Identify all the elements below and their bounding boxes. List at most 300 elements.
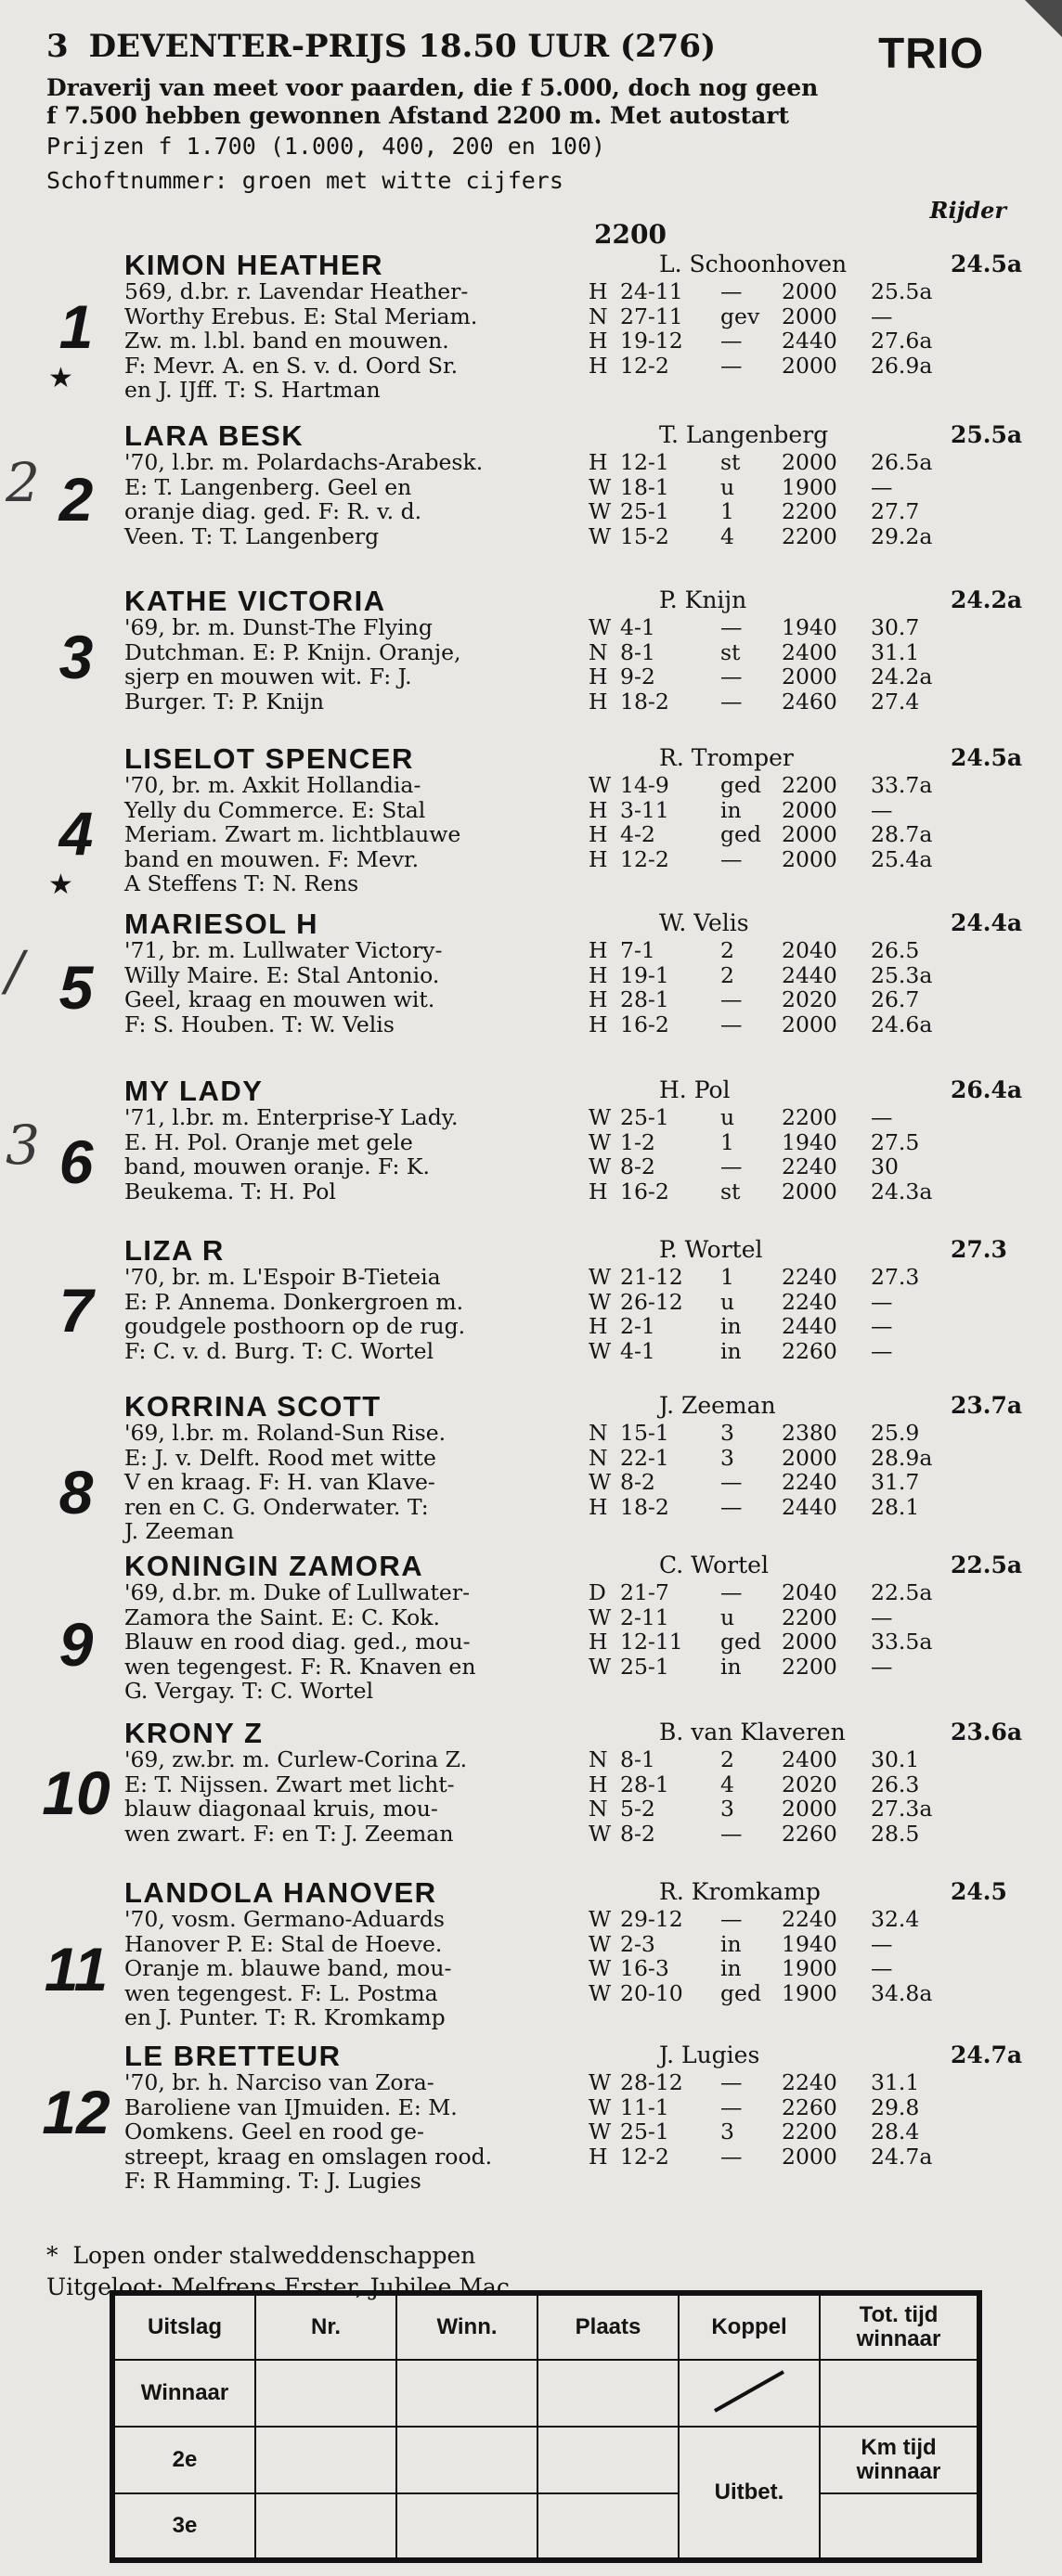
result-cell: W: [589, 1604, 612, 1630]
result-cell: —: [720, 663, 743, 689]
result-cell: 33.7a: [871, 772, 933, 798]
horse-detail-line: '69, l.br. m. Roland-Sun Rise.: [124, 1420, 447, 1446]
horse-rating: 24.4a: [951, 909, 1023, 936]
result-cell: 30: [871, 1153, 899, 1179]
result-cell: 2040: [782, 1579, 837, 1605]
result-cell: 15-2: [620, 522, 669, 549]
horse-detail-line: Beukema. T: H. Pol: [124, 1178, 336, 1204]
table-header: Koppel: [679, 2293, 820, 2360]
horse-entry: [28, 1717, 1023, 1874]
result-cell: 21-7: [620, 1579, 669, 1605]
horse-detail-line: Worthy Erebus. E: Stal Meriam.: [124, 303, 478, 329]
result-cell: W: [589, 1264, 612, 1290]
result-cell: 21-12: [620, 1264, 683, 1290]
result-cell: —: [720, 614, 743, 640]
result-cell: in: [720, 1930, 742, 1957]
result-cell: 26.7: [871, 986, 920, 1012]
result-cell: st: [720, 638, 741, 665]
table-header: Plaats: [537, 2293, 679, 2360]
result-row: [589, 821, 954, 847]
result-cell: 2020: [782, 1771, 837, 1797]
result-row: [589, 1980, 954, 2006]
result-cell: N: [589, 638, 608, 665]
result-row: [589, 2119, 954, 2145]
result-cell: 8-1: [620, 1746, 655, 1772]
result-cell: st: [720, 1178, 741, 1204]
result-cell: 2000: [782, 303, 837, 329]
horse-detail-line: band en mouwen. F: Mevr.: [124, 845, 420, 872]
result-cell: —: [720, 1906, 743, 1932]
horse-detail-line: Veen. T: T. Langenberg: [124, 522, 380, 549]
result-cell: 2240: [782, 1906, 837, 1932]
horse-number: 3: [58, 623, 94, 691]
horse-rating: 24.2a: [951, 586, 1023, 613]
result-row: [589, 663, 954, 689]
horse-entry: [28, 1390, 1023, 1548]
result-cell: 27-11: [620, 303, 683, 329]
result-row: [589, 303, 954, 329]
result-cell: W: [589, 1337, 612, 1364]
uitgeloot: Uitgeloot: Melfrens Erster, Jubilee Mac: [46, 2273, 510, 2300]
horse-entry: [28, 1234, 1012, 1392]
horse-detail-line: '69, br. m. Dunst-The Flying: [124, 614, 433, 640]
horse-rating: 23.6a: [951, 1719, 1023, 1745]
result-cell: —: [720, 845, 743, 872]
horse-detail-line: A Steffens T: N. Rens: [124, 870, 359, 896]
table-cell: [679, 2360, 820, 2427]
result-cell: u: [720, 1104, 735, 1130]
result-cell: 2400: [782, 638, 837, 665]
horse-detail-line: F: Mevr. A. en S. v. d. Oord Sr.: [124, 352, 459, 379]
result-row: [589, 328, 954, 354]
result-cell: H: [589, 688, 608, 715]
result-row: [589, 1011, 954, 1037]
result-cell: 28.7a: [871, 821, 933, 847]
result-cell: 25-1: [620, 498, 669, 524]
horse-detail-line: F: S. Houben. T: W. Velis: [124, 1011, 395, 1037]
result-cell: 25.4a: [871, 845, 933, 872]
result-cell: —: [871, 303, 893, 329]
result-cell: —: [720, 688, 743, 715]
horse-number: 6: [58, 1127, 94, 1196]
result-cell: N: [589, 1420, 608, 1446]
horse-detail-line: V en kraag. F: H. van Klave-: [124, 1469, 435, 1495]
result-cell: 27.6a: [871, 328, 933, 354]
result-cell: u: [720, 1604, 735, 1630]
result-cell: 12-2: [620, 2143, 669, 2170]
result-cell: —: [871, 1104, 893, 1130]
distance-label: 2200: [594, 219, 667, 250]
result-cell: W: [589, 2093, 612, 2120]
result-cell: 12-2: [620, 845, 669, 872]
horse-detail-line: goudgele posthoorn op de rug.: [124, 1313, 466, 1339]
result-cell: 2440: [782, 1313, 837, 1339]
horse-detail-line: '70, br. m. L'Espoir B-Tieteia: [124, 1264, 441, 1290]
horse-name: MY LADY: [124, 1075, 264, 1107]
result-cell: 28.4: [871, 2119, 920, 2145]
result-cell: 3: [720, 2119, 734, 2145]
result-cell: —: [720, 1579, 743, 1605]
result-cell: st: [720, 449, 741, 475]
horse-detail-line: 569, d.br. r. Lavendar Heather-: [124, 278, 469, 304]
result-cell: 2200: [782, 522, 837, 549]
result-row: [589, 498, 954, 524]
result-cell: 1: [720, 498, 734, 524]
result-cell: ged: [720, 821, 761, 847]
driver-name: C. Wortel: [659, 1552, 769, 1578]
result-cell: 4-1: [620, 1337, 655, 1364]
uitbet-label: Uitbet.: [679, 2427, 820, 2560]
result-cell: H: [589, 961, 608, 988]
horse-detail-line: E: T. Langenberg. Geel en: [124, 473, 412, 500]
result-cell: 25.3a: [871, 961, 933, 988]
result-cell: 4-1: [620, 614, 655, 640]
result-cell: 26.5a: [871, 449, 933, 475]
result-cell: 7-1: [620, 937, 655, 963]
horse-detail-line: '70, l.br. m. Polardachs-Arabesk.: [124, 449, 484, 475]
horse-entry: [6, 908, 1023, 1065]
table-cell: [255, 2360, 396, 2427]
driver-name: P. Wortel: [659, 1236, 763, 1263]
horse-name: LIZA R: [124, 1234, 225, 1267]
result-cell: 14-9: [620, 772, 669, 798]
result-cell: 16-2: [620, 1178, 669, 1204]
diagonal-slash-icon: [698, 2363, 800, 2418]
result-row: [589, 1654, 954, 1680]
result-cell: 8-2: [620, 1469, 655, 1495]
horse-name: KATHE VICTORIA: [124, 585, 386, 617]
horse-entry: [28, 1550, 1023, 1707]
table-header: Tot. tijd winnaar: [820, 2293, 979, 2360]
result-cell: in: [720, 1955, 742, 1981]
result-cell: H: [589, 1011, 608, 1037]
horse-detail-line: Hanover P. E: Stal de Hoeve.: [124, 1930, 443, 1957]
horse-detail-line: F: C. v. d. Burg. T: C. Wortel: [124, 1337, 434, 1364]
result-cell: 27.7: [871, 498, 920, 524]
result-cell: 19-1: [620, 961, 669, 988]
pencil-mark: /: [6, 939, 24, 1002]
result-cell: 4: [720, 522, 734, 549]
result-cell: in: [720, 1313, 742, 1339]
result-cell: 2: [720, 1746, 734, 1772]
table-cell: [820, 2360, 979, 2427]
star-icon: *: [46, 2242, 58, 2269]
result-cell: 25-1: [620, 1653, 669, 1680]
horse-rating: 22.5a: [951, 1552, 1023, 1578]
result-row: [589, 1179, 954, 1204]
result-row: [589, 474, 954, 500]
rijder-label: Rijder: [929, 197, 1006, 224]
result-cell: 11-1: [620, 2093, 669, 2120]
result-row: [589, 1338, 954, 1364]
table-cell: [537, 2360, 679, 2427]
result-cell: in: [720, 1337, 742, 1364]
horse-detail-line: sjerp en mouwen wit. F: J.: [124, 663, 412, 689]
result-cell: 3: [720, 1420, 734, 1446]
result-cell: —: [871, 1288, 893, 1315]
result-cell: W: [589, 1653, 612, 1680]
result-row: [589, 1579, 954, 1605]
result-cell: 28.1: [871, 1493, 920, 1520]
result-cell: 2000: [782, 1178, 837, 1204]
horse-detail-line: E: J. v. Delft. Rood met witte: [124, 1444, 436, 1471]
result-row: [589, 2144, 954, 2170]
table-cell: [537, 2427, 679, 2493]
result-row: [589, 1420, 954, 1446]
result-cell: 2000: [782, 821, 837, 847]
result-cell: 2440: [782, 328, 837, 354]
result-cell: —: [871, 1313, 893, 1339]
horse-detail-line: E: T. Nijssen. Zwart met licht-: [124, 1771, 455, 1797]
result-cell: 30.1: [871, 1746, 920, 1772]
result-cell: —: [720, 1820, 743, 1847]
cloth-number: Schoftnummer: groen met witte cijfers: [46, 167, 563, 194]
result-row: [589, 1313, 954, 1339]
driver-name: B. van Klaveren: [659, 1719, 846, 1745]
result-cell: H: [589, 328, 608, 354]
horse-detail-line: Dutchman. E: P. Knijn. Oranje,: [124, 638, 461, 665]
result-cell: 22-1: [620, 1444, 669, 1471]
result-cell: H: [589, 1178, 608, 1204]
horse-rating: 24.5a: [951, 744, 1023, 771]
result-cell: 2200: [782, 1653, 837, 1680]
horse-rating: 26.4a: [951, 1076, 1023, 1103]
driver-name: W. Velis: [659, 909, 749, 936]
horse-detail-line: Blauw en rood diag. ged., mou-: [124, 1629, 471, 1655]
result-cell: —: [720, 1153, 743, 1179]
result-cell: 2200: [782, 1604, 837, 1630]
result-row: [589, 2069, 954, 2095]
result-cell: —: [871, 1653, 893, 1680]
driver-name: R. Kromkamp: [659, 1878, 821, 1905]
result-cell: W: [589, 473, 612, 500]
result-cell: 26.3: [871, 1771, 920, 1797]
horse-detail-line: G. Vergay. T: C. Wortel: [124, 1678, 374, 1704]
horse-detail-line: '71, br. m. Lullwater Victory-: [124, 937, 443, 963]
result-cell: 2: [720, 961, 734, 988]
result-row: [589, 1289, 954, 1315]
driver-name: R. Tromper: [659, 744, 794, 771]
result-cell: 12-2: [620, 352, 669, 379]
driver-name: H. Pol: [659, 1076, 731, 1103]
result-cell: —: [871, 1337, 893, 1364]
result-cell: W: [589, 1128, 612, 1155]
race-description-line1: Draverij van meet voor paarden, die f 5.000, doch nog geen: [46, 74, 819, 101]
result-cell: 2-3: [620, 1930, 655, 1957]
result-cell: 2240: [782, 1153, 837, 1179]
driver-name: P. Knijn: [659, 586, 747, 613]
result-cell: 25-1: [620, 2119, 669, 2145]
result-row: [589, 614, 954, 640]
horse-detail-line: '70, vosm. Germano-Aduards: [124, 1906, 445, 1932]
result-cell: 2200: [782, 2119, 837, 2145]
pencil-mark: 3: [6, 1114, 40, 1177]
result-cell: —: [720, 2143, 743, 2170]
horse-number: 1: [58, 292, 94, 361]
result-cell: 28-1: [620, 1771, 669, 1797]
result-cell: 33.5a: [871, 1629, 933, 1655]
result-cell: W: [589, 1955, 612, 1981]
result-cell: 16-3: [620, 1955, 669, 1981]
horse-detail-line: '70, br. h. Narciso van Zora-: [124, 2069, 434, 2095]
footer-note-text: Lopen onder stalweddenschappen: [72, 2242, 476, 2269]
result-cell: 1: [720, 1264, 734, 1290]
result-cell: 16-2: [620, 1011, 669, 1037]
result-cell: —: [871, 1955, 893, 1981]
result-cell: 2240: [782, 2069, 837, 2095]
result-cell: 2200: [782, 498, 837, 524]
result-cell: W: [589, 1930, 612, 1957]
horse-detail-line: Meriam. Zwart m. lichtblauwe: [124, 821, 461, 847]
result-cell: 1940: [782, 614, 837, 640]
result-cell: —: [720, 278, 743, 304]
result-cell: 2: [720, 937, 734, 963]
horse-detail-line: J. Zeeman: [124, 1518, 235, 1544]
result-cell: ged: [720, 772, 761, 798]
horse-entry: [6, 419, 1023, 577]
result-cell: 24.2a: [871, 663, 933, 689]
result-cell: —: [720, 352, 743, 379]
result-cell: gev: [720, 303, 760, 329]
result-cell: W: [589, 522, 612, 549]
driver-name: T. Langenberg: [659, 421, 829, 448]
table-cell: [255, 2493, 396, 2560]
footer-note: [46, 2242, 475, 2269]
result-cell: H: [589, 986, 608, 1012]
result-row: [589, 1104, 954, 1130]
result-row: [589, 1746, 954, 1772]
result-row: [589, 986, 954, 1012]
result-cell: —: [720, 986, 743, 1012]
result-cell: 3-11: [620, 796, 669, 823]
result-cell: 2240: [782, 1264, 837, 1290]
result-cell: 19-12: [620, 328, 683, 354]
result-cell: H: [589, 449, 608, 475]
horse-detail-line: '70, br. m. Axkit Hollandia-: [124, 772, 421, 798]
result-row: [589, 1604, 954, 1630]
result-cell: 26.5: [871, 937, 920, 963]
result-cell: 25.9: [871, 1420, 920, 1446]
result-cell: W: [589, 1104, 612, 1130]
result-cell: 2440: [782, 961, 837, 988]
result-cell: 2040: [782, 937, 837, 963]
horse-detail-line: wen tegengest. F: R. Knaven en: [124, 1653, 476, 1680]
table-cell: [396, 2360, 537, 2427]
result-cell: 2000: [782, 1629, 837, 1655]
result-cell: W: [589, 498, 612, 524]
result-row: [589, 1629, 954, 1655]
horse-number: 11: [44, 1935, 109, 2003]
result-cell: 18-1: [620, 473, 669, 500]
horse-detail-line: streept, kraag en omslagen rood.: [124, 2143, 493, 2170]
horse-entry: [6, 1075, 1023, 1232]
horse-name: MARIESOL H: [124, 908, 319, 940]
result-cell: 8-2: [620, 1153, 655, 1179]
result-cell: W: [589, 1906, 612, 1932]
result-row: [589, 1771, 954, 1797]
result-row: [589, 937, 954, 963]
result-row: [589, 1129, 954, 1155]
table-cell: [537, 2493, 679, 2560]
horse-detail-line: Willy Maire. E: Stal Antonio.: [124, 961, 440, 988]
horse-detail-line: Yelly du Commerce. E: Stal: [124, 796, 426, 823]
horse-detail-line: Burger. T: P. Knijn: [124, 688, 325, 715]
horse-name: KIMON HEATHER: [124, 249, 383, 281]
result-cell: N: [589, 1444, 608, 1471]
result-cell: W: [589, 1979, 612, 2006]
horse-detail-line: ren en C. G. Onderwater. T:: [124, 1493, 429, 1520]
result-cell: 3: [720, 1444, 734, 1471]
result-cell: H: [589, 937, 608, 963]
result-cell: ged: [720, 1629, 761, 1655]
row-label: Winnaar: [112, 2360, 255, 2427]
race-title: [46, 28, 716, 65]
horse-name: LE BRETTEUR: [124, 2040, 342, 2072]
result-cell: 2200: [782, 772, 837, 798]
result-cell: H: [589, 1313, 608, 1339]
result-cell: 1900: [782, 1979, 837, 2006]
result-cell: ged: [720, 1979, 761, 2006]
result-cell: 30.7: [871, 614, 920, 640]
driver-name: J. Lugies: [659, 2041, 760, 2068]
result-cell: W: [589, 1153, 612, 1179]
result-row: [589, 1796, 954, 1822]
result-row: [589, 278, 954, 304]
result-cell: 2000: [782, 278, 837, 304]
result-row: [589, 797, 954, 823]
result-row: [589, 1494, 954, 1520]
result-cell: W: [589, 2119, 612, 2145]
result-cell: W: [589, 2069, 612, 2095]
result-cell: 5-2: [620, 1796, 655, 1822]
horse-entry: [28, 1876, 1012, 2034]
result-cell: D: [589, 1579, 606, 1605]
result-cell: 2240: [782, 1288, 837, 1315]
result-cell: u: [720, 473, 735, 500]
table-cell: [396, 2427, 537, 2493]
horse-entry: [28, 585, 1023, 742]
result-cell: u: [720, 1288, 735, 1315]
horse-name: LISELOT SPENCER: [124, 742, 414, 775]
result-cell: 18-2: [620, 1493, 669, 1520]
result-cell: 24-11: [620, 278, 683, 304]
result-cell: 2000: [782, 845, 837, 872]
result-cell: W: [589, 772, 612, 798]
horse-name: KONINGIN ZAMORA: [124, 1550, 424, 1582]
horse-number: 2: [58, 465, 94, 534]
result-cell: 8-2: [620, 1820, 655, 1847]
result-cell: 1940: [782, 1930, 837, 1957]
result-cell: W: [589, 1469, 612, 1495]
horse-name: KRONY Z: [124, 1717, 264, 1749]
horse-detail-line: Geel, kraag en mouwen wit.: [124, 986, 435, 1012]
horse-number: 9: [58, 1610, 94, 1679]
result-cell: 2020: [782, 986, 837, 1012]
km-tijd-label: Km tijd winnaar: [820, 2427, 979, 2493]
horse-detail-line: '71, l.br. m. Enterprise-Y Lady.: [124, 1104, 459, 1130]
result-cell: —: [720, 2069, 743, 2095]
result-row: [589, 1931, 954, 1957]
result-cell: in: [720, 1653, 742, 1680]
horse-detail-line: Baroliene van IJmuiden. E: M.: [124, 2093, 458, 2120]
result-row: [589, 962, 954, 988]
result-cell: in: [720, 796, 742, 823]
result-cell: 28.5: [871, 1820, 920, 1847]
result-cell: 1940: [782, 1128, 837, 1155]
horse-entry: [28, 2040, 1023, 2197]
result-cell: 28-1: [620, 986, 669, 1012]
result-cell: 2260: [782, 2093, 837, 2120]
